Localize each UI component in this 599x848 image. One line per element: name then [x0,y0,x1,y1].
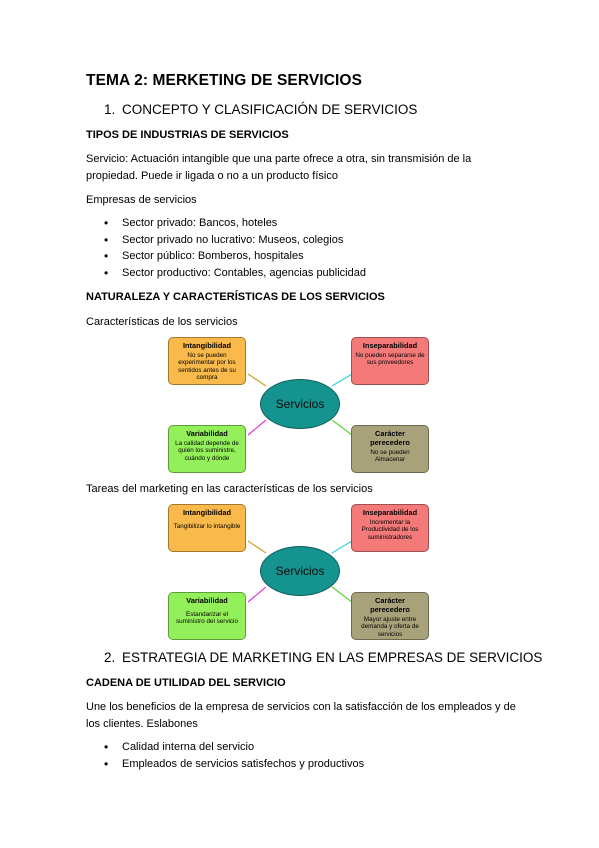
box-title: Variabilidad [186,596,228,605]
box-description: Tangibilizar lo intangible [173,523,241,530]
box-variabilidad [168,425,246,473]
box-description: Incrementar la Productividad de los suministradores [361,519,419,541]
list-item: • Sector productivo: Contables, agencias publicidad [104,265,366,282]
box-intangibilidad [168,504,246,552]
center-node-servicios: Servicios [260,379,340,429]
list-item: • Empleados de servicios satisfechos y productivos [104,756,364,773]
section-2-heading [104,650,542,665]
caption-caracteristicas: Características de los servicios [86,316,238,328]
paragraph-cadena-line-2: los clientes. Eslabones [86,718,198,730]
box-description: La calidad depende de quién los suministre, cuándo y dónde [175,440,239,462]
section-2-number: 2. [104,650,116,665]
box-description: No se pueden experimentar por los sentidos antes de su compra [178,352,236,381]
box-title: Inseparabilidad [362,341,418,350]
paragraph-cadena-line-1: Une los beneficios de la empresa de servicios con la satisfacción de los empleados y de [86,701,516,713]
box-description: No se pueden Almacenar [370,449,410,464]
box-title: Carácter perecedero [370,596,410,614]
diagram-caracteristicas [168,337,433,475]
box-title: Carácter perecedero [370,429,410,447]
box-title: Inseparabilidad [362,508,418,517]
paragraph-servicio [86,151,471,185]
subheading-naturaleza: NATURALEZA Y CARACTERÍSTICAS DE LOS SERVICIOS [86,291,385,303]
box-title: Intangibilidad [182,508,232,517]
page-title: TEMA 2: MERKETING DE SERVICIOS [86,72,363,89]
list-item: • Sector privado: Bancos, hoteles [104,215,366,232]
section-1-number: 1. [104,102,116,117]
box-perecedero [351,592,429,640]
box-title: Intangibilidad [182,341,232,350]
box-description: Mayor ajuste entre demanda y oferta de servicios [361,616,419,638]
box-description: No pueden separarse de sus proveedores [355,352,425,367]
center-node-servicios: Servicios [260,546,340,596]
box-perecedero [351,425,429,473]
box-description: Estandarizar el suministro del servicio [176,611,238,626]
list-item: • Sector privado no lucrativo: Museos, colegios [104,232,366,249]
paragraph-servicio-line-2: propiedad. Puede ir ligada o no a un producto físico [86,170,338,182]
list-empresas [104,215,366,281]
paragraph-empresas: Empresas de servicios [86,194,197,206]
section-2-title: ESTRATEGIA DE MARKETING EN LAS EMPRESAS DE SERVICIOS [122,650,543,665]
box-variabilidad [168,592,246,640]
list-item: • Calidad interna del servicio [104,739,364,756]
box-title: Variabilidad [186,429,228,438]
list-item: • Sector público: Bomberos, hospitales [104,248,366,265]
box-inseparabilidad [351,504,429,552]
subheading-cadena: CADENA DE UTILIDAD DEL SERVICIO [86,677,286,689]
list-eslabones [104,739,364,772]
section-1-heading [104,102,417,117]
paragraph-cadena [86,699,516,733]
caption-tareas: Tareas del marketing en las características de los servicios [86,483,373,495]
box-intangibilidad [168,337,246,385]
section-1-title: CONCEPTO Y CLASIFICACIÓN DE SERVICIOS [122,102,418,117]
box-inseparabilidad [351,337,429,385]
diagram-tareas [168,504,433,642]
subheading-tipos: TIPOS DE INDUSTRIAS DE SERVICIOS [86,129,289,141]
paragraph-servicio-line-1: Servicio: Actuación intangible que una parte ofrece a otra, sin transmisión de la [86,153,472,165]
